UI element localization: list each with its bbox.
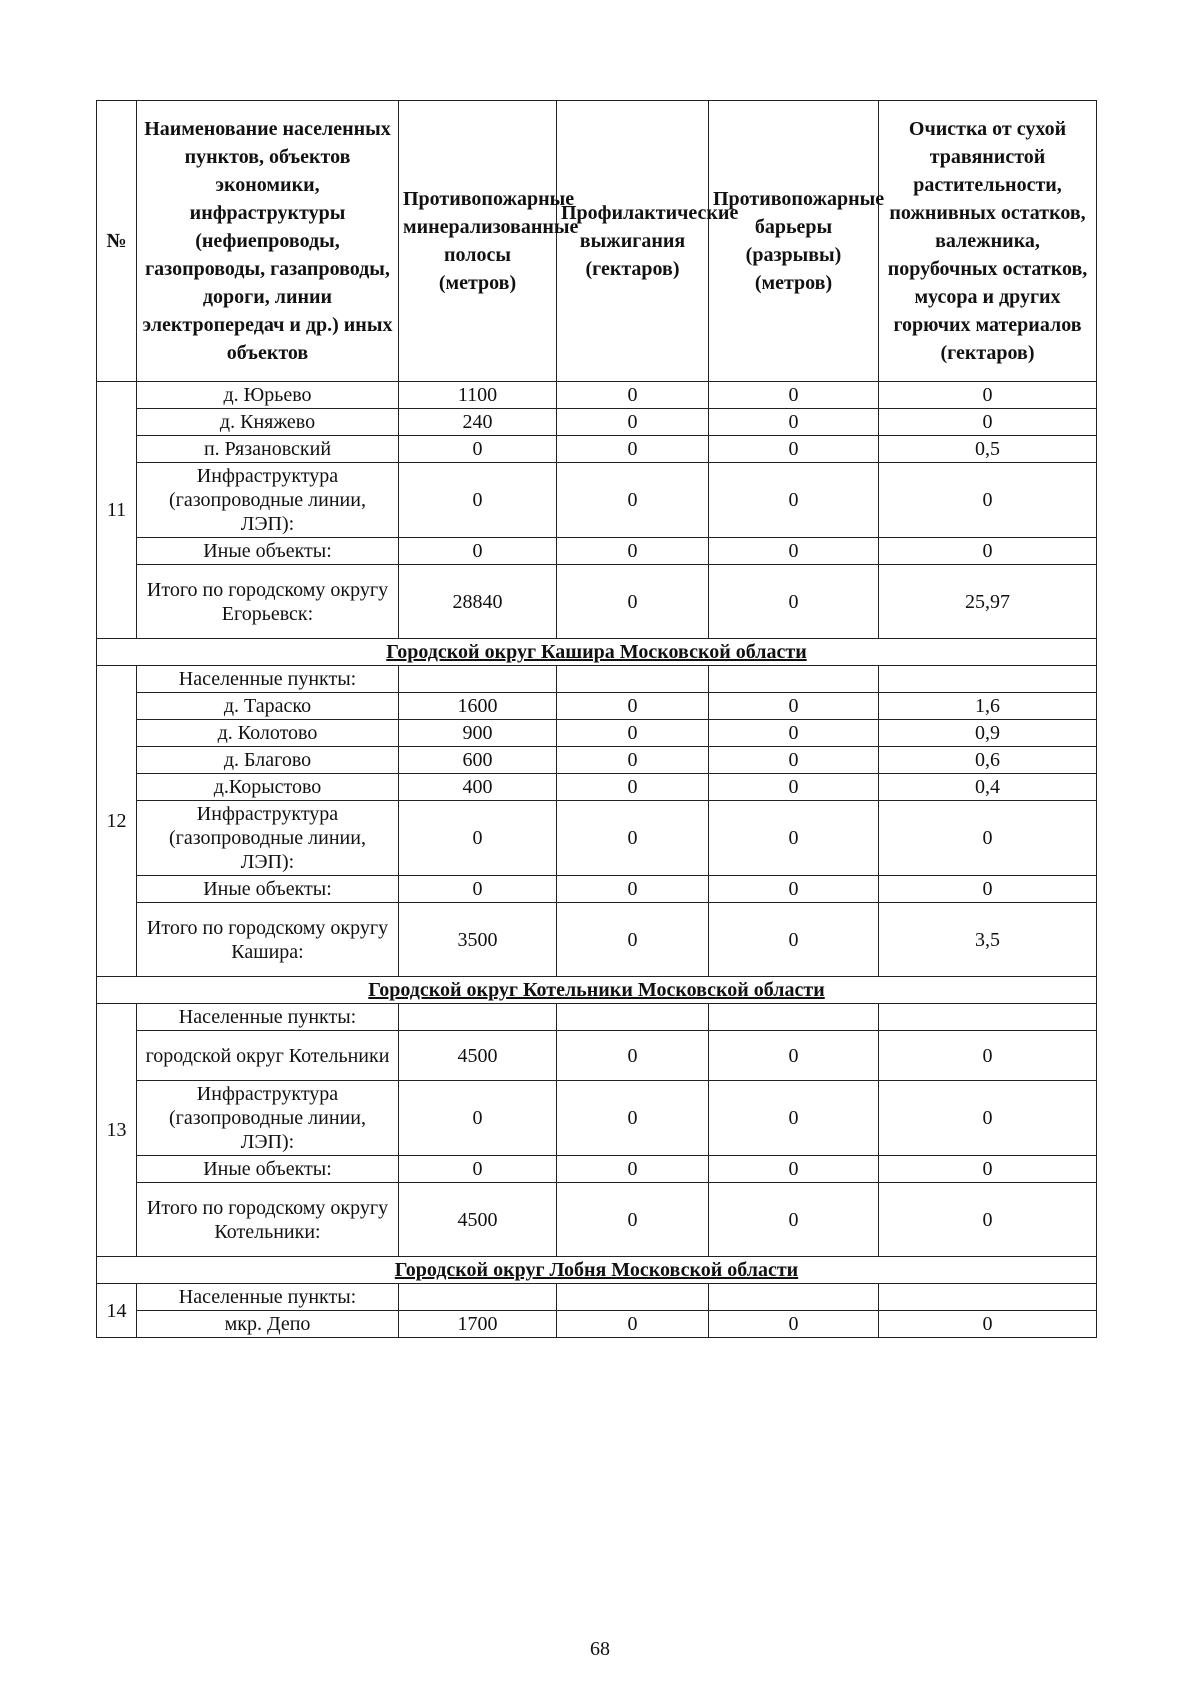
row-name: Населенные пункты:	[137, 666, 399, 693]
burning-value: 0	[557, 463, 709, 538]
table-row	[97, 774, 1097, 801]
burning-value: 0	[557, 720, 709, 747]
burning-value: 0	[557, 1311, 709, 1338]
cleaning-value: 0	[879, 1031, 1097, 1081]
table-row	[97, 747, 1097, 774]
burning-value: 0	[557, 436, 709, 463]
burning-value: 0	[557, 1156, 709, 1183]
barriers-value	[709, 666, 879, 693]
cleaning-value	[879, 666, 1097, 693]
barriers-value: 0	[709, 436, 879, 463]
barriers-value: 0	[709, 565, 879, 639]
district-title: Городской округ Котельники Московской области	[97, 977, 1097, 1004]
cleaning-value: 3,5	[879, 903, 1097, 977]
burning-value: 0	[557, 409, 709, 436]
cleaning-value: 0	[879, 1081, 1097, 1156]
table-row	[97, 693, 1097, 720]
burning-value: 0	[557, 565, 709, 639]
table-row	[97, 565, 1097, 639]
row-name: д. Юрьево	[137, 382, 399, 409]
barriers-value: 0	[709, 1156, 879, 1183]
header-barriers: Противопожарные барьеры (разрывы) (метров)	[709, 101, 879, 382]
burning-value	[557, 1004, 709, 1031]
strips-value: 0	[399, 538, 557, 565]
barriers-value: 0	[709, 538, 879, 565]
table-row	[97, 1311, 1097, 1338]
table-row	[97, 382, 1097, 409]
barriers-value: 0	[709, 903, 879, 977]
cleaning-value: 0	[879, 538, 1097, 565]
cleaning-value: 1,6	[879, 693, 1097, 720]
table-body	[97, 382, 1097, 1338]
cleaning-value: 0	[879, 1183, 1097, 1257]
table-row	[97, 436, 1097, 463]
district-section-row	[97, 1257, 1097, 1284]
table-row	[97, 720, 1097, 747]
row-name: Населенные пункты:	[137, 1004, 399, 1031]
district-title: Городской округ Лобня Московской области	[97, 1257, 1097, 1284]
header-burning: Профилактические выжигания (гектаров)	[557, 101, 709, 382]
table-row	[97, 801, 1097, 876]
strips-value: 600	[399, 747, 557, 774]
strips-value: 240	[399, 409, 557, 436]
burning-value	[557, 666, 709, 693]
burning-value: 0	[557, 1183, 709, 1257]
row-name: д. Тараско	[137, 693, 399, 720]
district-section-row	[97, 977, 1097, 1004]
header-row	[97, 101, 1097, 382]
table-row	[97, 1284, 1097, 1311]
barriers-value: 0	[709, 774, 879, 801]
table-row	[97, 1031, 1097, 1081]
cleaning-value	[879, 1284, 1097, 1311]
district-section-row	[97, 639, 1097, 666]
barriers-value: 0	[709, 747, 879, 774]
row-name: Населенные пункты:	[137, 1284, 399, 1311]
page-number: 68	[590, 1638, 610, 1660]
barriers-value	[709, 1284, 879, 1311]
fire-prevention-table	[96, 100, 1097, 1338]
strips-value: 900	[399, 720, 557, 747]
barriers-value: 0	[709, 876, 879, 903]
table-row	[97, 1156, 1097, 1183]
row-name: Инфраструктура (газопроводные линии, ЛЭП):	[137, 1081, 399, 1156]
table-row	[97, 666, 1097, 693]
cleaning-value	[879, 1004, 1097, 1031]
strips-value	[399, 666, 557, 693]
barriers-value: 0	[709, 1081, 879, 1156]
barriers-value: 0	[709, 409, 879, 436]
burning-value: 0	[557, 538, 709, 565]
header-name: Наименование населенных пунктов, объектов экономики, инфраструктуры (нефиепроводы, газопроводы, газапроводы, дороги, линии электропередач и др.) иных объектов	[137, 101, 399, 382]
cleaning-value: 0	[879, 801, 1097, 876]
cleaning-value: 0	[879, 876, 1097, 903]
table-row	[97, 1183, 1097, 1257]
barriers-value: 0	[709, 1031, 879, 1081]
group-number: 11	[97, 382, 137, 639]
barriers-value: 0	[709, 693, 879, 720]
row-name: Иные объекты:	[137, 876, 399, 903]
burning-value: 0	[557, 747, 709, 774]
table-row	[97, 876, 1097, 903]
table-row	[97, 538, 1097, 565]
strips-value: 1600	[399, 693, 557, 720]
cleaning-value: 0	[879, 382, 1097, 409]
header-strips: Противопожарные минерализованные полосы (метров)	[399, 101, 557, 382]
barriers-value: 0	[709, 1311, 879, 1338]
row-name: городской округ Котельники	[137, 1031, 399, 1081]
group-number: 12	[97, 666, 137, 977]
burning-value: 0	[557, 382, 709, 409]
group-number: 14	[97, 1284, 137, 1338]
row-name: Итого по городскому округу Егорьевск:	[137, 565, 399, 639]
burning-value: 0	[557, 801, 709, 876]
row-name: п. Рязановский	[137, 436, 399, 463]
header-num: №	[97, 101, 137, 382]
cleaning-value: 0	[879, 463, 1097, 538]
strips-value: 1700	[399, 1311, 557, 1338]
burning-value: 0	[557, 1081, 709, 1156]
strips-value: 0	[399, 1081, 557, 1156]
strips-value: 4500	[399, 1183, 557, 1257]
row-name: Итого по городскому округу Котельники:	[137, 1183, 399, 1257]
strips-value: 4500	[399, 1031, 557, 1081]
burning-value: 0	[557, 903, 709, 977]
row-name: д. Колотово	[137, 720, 399, 747]
cleaning-value: 0	[879, 1156, 1097, 1183]
barriers-value: 0	[709, 463, 879, 538]
table-row	[97, 463, 1097, 538]
cleaning-value: 0,5	[879, 436, 1097, 463]
barriers-value	[709, 1004, 879, 1031]
strips-value: 400	[399, 774, 557, 801]
row-name: Инфраструктура (газопроводные линии, ЛЭП):	[137, 463, 399, 538]
cleaning-value: 0,6	[879, 747, 1097, 774]
group-number: 13	[97, 1004, 137, 1257]
barriers-value: 0	[709, 382, 879, 409]
table-row	[97, 903, 1097, 977]
barriers-value: 0	[709, 720, 879, 747]
district-title: Городской округ Кашира Московской области	[97, 639, 1097, 666]
row-name: Инфраструктура (газопроводные линии, ЛЭП):	[137, 801, 399, 876]
burning-value: 0	[557, 693, 709, 720]
row-name: Иные объекты:	[137, 538, 399, 565]
row-name: мкр. Депо	[137, 1311, 399, 1338]
cleaning-value: 0	[879, 1311, 1097, 1338]
strips-value: 0	[399, 801, 557, 876]
row-name: д. Благово	[137, 747, 399, 774]
table-row	[97, 1004, 1097, 1031]
strips-value: 28840	[399, 565, 557, 639]
row-name: д. Княжево	[137, 409, 399, 436]
strips-value: 0	[399, 876, 557, 903]
strips-value: 3500	[399, 903, 557, 977]
cleaning-value: 0,9	[879, 720, 1097, 747]
burning-value: 0	[557, 774, 709, 801]
strips-value: 1100	[399, 382, 557, 409]
barriers-value: 0	[709, 1183, 879, 1257]
strips-value: 0	[399, 463, 557, 538]
burning-value: 0	[557, 1031, 709, 1081]
strips-value	[399, 1284, 557, 1311]
strips-value: 0	[399, 1156, 557, 1183]
cleaning-value: 0,4	[879, 774, 1097, 801]
strips-value	[399, 1004, 557, 1031]
barriers-value: 0	[709, 801, 879, 876]
row-name: Иные объекты:	[137, 1156, 399, 1183]
cleaning-value: 0	[879, 409, 1097, 436]
cleaning-value: 25,97	[879, 565, 1097, 639]
burning-value: 0	[557, 876, 709, 903]
row-name: д.Корыстово	[137, 774, 399, 801]
table-row	[97, 409, 1097, 436]
strips-value: 0	[399, 436, 557, 463]
row-name: Итого по городскому округу Кашира:	[137, 903, 399, 977]
burning-value	[557, 1284, 709, 1311]
table-row	[97, 1081, 1097, 1156]
header-cleaning: Очистка от сухой травянистой растительности, пожнивных остатков, валежника, порубочных остатков, мусора и других горючих материалов (гектаров)	[879, 101, 1097, 382]
